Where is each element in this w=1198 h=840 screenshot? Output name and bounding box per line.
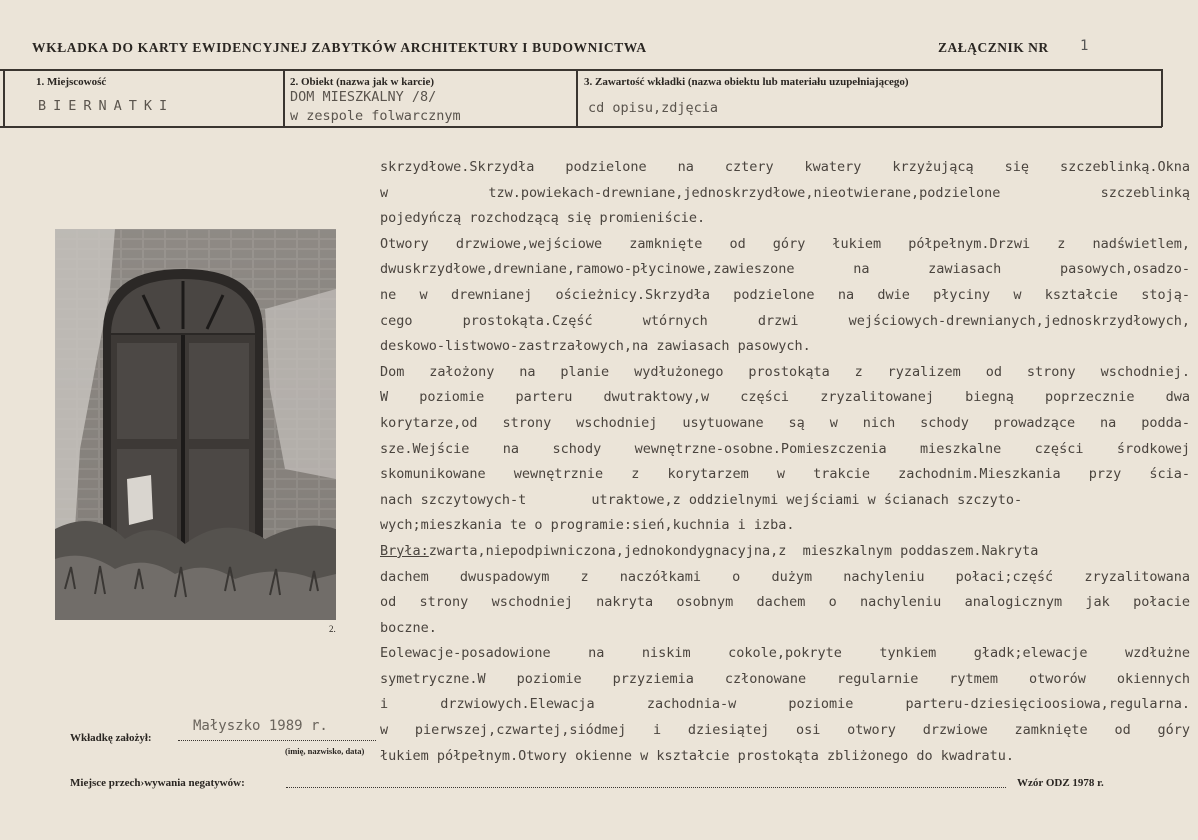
text-line: skrzydłowe.Skrzydła podzielone na cztery kwatery krzyżującą się szczeblinką.Okna: [380, 159, 1190, 175]
text-line: pojedyńczą rozchodzącą się promieniście.: [380, 210, 706, 227]
text-line: od strony wschodniej nakryta osobnym dachem o nachyleniu analogicznym jak połacie: [380, 594, 1190, 611]
text-line: w pierwszej,czwartej,siódmej i dziesiątej osi otwory drzwiowe zamknięte od góry: [380, 722, 1190, 739]
text-line: W poziomie parteru dwutraktowy,w części zryzalitowanej biegną poprzecznie dwa: [380, 389, 1190, 406]
field-divider-1: [283, 70, 285, 126]
text-line: i drzwiowych.Elewacja zachodnia-w poziomie parteru-dziesięcioosiowa,regularna.: [380, 696, 1190, 713]
name-date-hint: (imię, nazwisko, data): [285, 746, 365, 756]
text-line: symetryczne.W poziomie przyziemia członowane regularnie rytmem otworów okiennych: [380, 670, 1190, 687]
photo-number: 2.: [329, 624, 336, 634]
text-line: ne w drewnianej ościeżnicy.Skrzydła podzielone na dwie płyciny w kształcie stoją-: [380, 286, 1190, 303]
text-line: deskowo-listwowo-zastrzałowych,na zawiasach pasowych.: [380, 338, 811, 355]
text-line: Eolewacje-posadowione na niskim cokole,pokryte tynkiem gładk;elewacje wzdłużne: [380, 645, 1190, 662]
text-line: wych;mieszkania te o programie:sień,kuchnia i izba.: [380, 517, 795, 534]
negatives-storage-label: Miejsce przech›wywania negatywów:: [70, 777, 245, 789]
text-line: cego prostokąta.Część wtórnych drzwi wejściowych-drewnianych,jednoskrzydłowych,: [380, 312, 1190, 329]
object-value-line-1: DOM MIESZKALNY /8/: [290, 89, 437, 105]
text-line: dachem dwuspadowym z naczółkami o dużym nachyleniu połaci;część zryzalitowana: [380, 568, 1190, 585]
object-value-line-2: w zespole folwarcznym: [290, 108, 461, 124]
negatives-dotted-line: [286, 787, 1006, 788]
text-line: łukiem półpełnym.Otwory okienne w kształcie prostokąta zbliżonego do kwadratu.: [380, 747, 1014, 764]
form-title: WKŁADKA DO KARTY EWIDENCYJNEJ ZABYTKÓW ARCHITEKTURY I BUDOWNICTWA: [32, 40, 647, 55]
text-line: w tzw.powiekach-drewniane,jednoskrzydłowe,nieotwierane,podzielone szczeblinką: [380, 184, 1190, 201]
text-line: dwuskrzydłowe,drewniane,ramowo-płycinowe,zawieszone na zawiasach pasowych,osadzo-: [380, 261, 1190, 278]
form-identifier: Wzór ODZ 1978 r.: [1017, 777, 1104, 789]
description-text: [380, 155, 1190, 769]
made-by-label: Wkładkę założył:: [70, 732, 152, 744]
text-line-with-heading: [380, 539, 1190, 565]
text-line: Dom założony na planie wydłużonego prostokąta z ryzalizem od strony wschodniej.: [380, 363, 1190, 380]
object-label: 2. Obiekt (nazwa jak w karcie): [290, 76, 435, 88]
text-line: Otwory drzwiowe,wejściowe zamknięte od góry łukiem półpełnym.Drzwi z nadświetlem,: [380, 235, 1190, 252]
section-heading-bryla: Bryła:: [380, 542, 429, 559]
top-rule: [0, 69, 1162, 71]
text-line: skomunikowane wewnętrznie z korytarzem w trakcie zachodnim.Mieszkania przy ścia-: [380, 466, 1190, 483]
content-label: 3. Zawartość wkładki (nazwa obiektu lub materiału uzupełniającego): [584, 76, 909, 88]
annex-number: 1: [1080, 38, 1089, 54]
door-photograph: [55, 229, 336, 620]
made-by-dotted-line: [178, 740, 376, 741]
text-line: sze.Wejście na schody wewnętrzne-osobne.Pomieszczenia mieszkalne części środkowej: [380, 440, 1190, 457]
text-line: boczne.: [380, 619, 437, 636]
fields-bottom-rule: [0, 126, 1162, 128]
right-border: [1161, 69, 1163, 127]
content-value: cd opisu,zdjęcia: [588, 100, 719, 116]
text-line: korytarze,od strony wschodniej usytuowane są w nich schody prowadzące na podda-: [380, 414, 1190, 431]
made-by-signature: Małyszko 1989 r.: [193, 718, 328, 734]
text-line-rest: zwarta,niepodpiwniczona,jednokondygnacyjna,z mieszkalnym poddaszem.Nakryta: [428, 542, 1039, 559]
arched-door-image: [55, 229, 336, 620]
locality-label: 1. Miejscowość: [36, 76, 107, 88]
field-divider-2: [576, 70, 578, 126]
text-line: nach szczytowych-t utraktowe,z oddzielnymi wejściami w ścianach szczyto-: [380, 491, 1023, 508]
annex-label: ZAŁĄCZNIK NR: [938, 40, 1049, 55]
locality-value: BIERNATKI: [38, 98, 175, 114]
left-border: [3, 69, 5, 127]
